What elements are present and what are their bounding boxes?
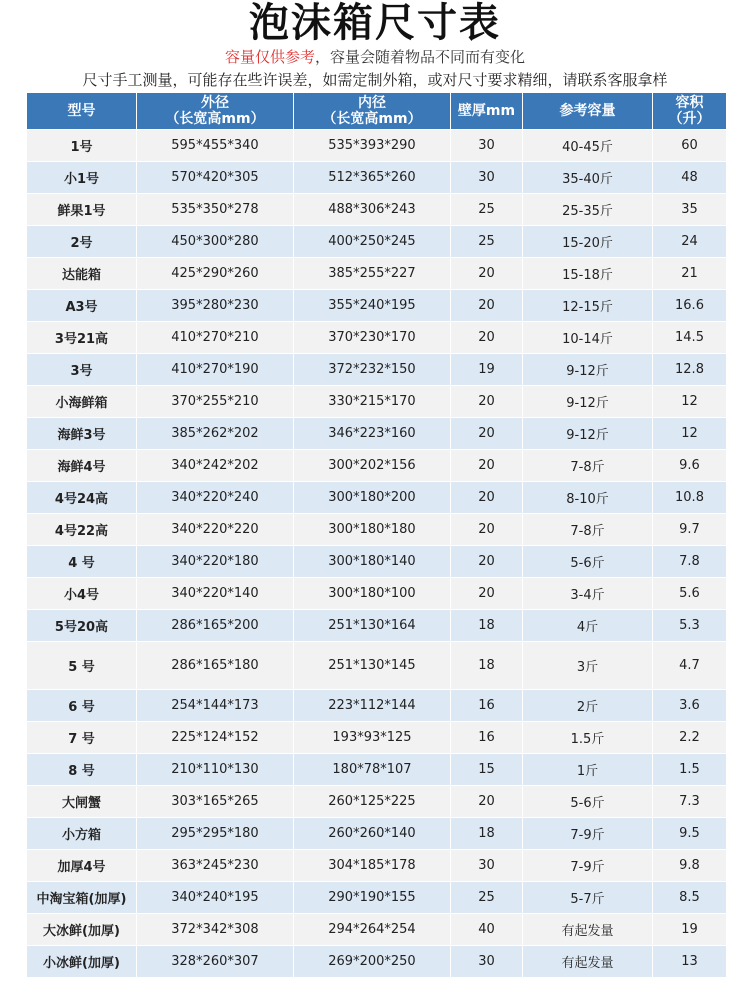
cell-reference-capacity: 7-9斤 [523, 850, 653, 882]
table-row [27, 642, 727, 690]
cell-reference-capacity: 3-4斤 [523, 578, 653, 610]
table-row [27, 946, 727, 978]
cell-wall-thickness: 25 [451, 226, 523, 258]
cell-model: 4号22高 [27, 514, 137, 546]
cell-reference-capacity: 15-18斤 [523, 258, 653, 290]
cell-reference-capacity: 1.5斤 [523, 722, 653, 754]
cell-reference-capacity: 4斤 [523, 610, 653, 642]
cell-outer-size: 395*280*230 [137, 290, 294, 322]
cell-reference-capacity: 5-6斤 [523, 546, 653, 578]
cell-reference-capacity: 7-9斤 [523, 818, 653, 850]
cell-inner-size: 372*232*150 [294, 354, 451, 386]
cell-wall-thickness: 20 [451, 482, 523, 514]
cell-model: 6 号 [27, 690, 137, 722]
table-row [27, 194, 727, 226]
header-outer-label: 外径 [201, 95, 229, 111]
cell-model: 4 号 [27, 546, 137, 578]
cell-volume: 9.8 [653, 850, 727, 882]
cell-volume: 9.5 [653, 818, 727, 850]
cell-outer-size: 570*420*305 [137, 162, 294, 194]
cell-model: A3号 [27, 290, 137, 322]
cell-model: 8 号 [27, 754, 137, 786]
header-model: 型号 [27, 93, 137, 130]
cell-wall-thickness: 20 [451, 290, 523, 322]
cell-model: 达能箱 [27, 258, 137, 290]
header-inner-unit: （长宽高mm） [322, 111, 422, 127]
cell-reference-capacity: 25-35斤 [523, 194, 653, 226]
table-row [27, 914, 727, 946]
header-volume-label: 容积 [675, 95, 704, 111]
cell-inner-size: 251*130*164 [294, 610, 451, 642]
table-row [27, 786, 727, 818]
cell-volume: 35 [653, 194, 727, 226]
table-body [27, 130, 727, 978]
cell-wall-thickness: 20 [451, 418, 523, 450]
cell-outer-size: 372*342*308 [137, 914, 294, 946]
cell-model: 小1号 [27, 162, 137, 194]
cell-wall-thickness: 20 [451, 546, 523, 578]
table-row [27, 386, 727, 418]
table-row [27, 546, 727, 578]
cell-inner-size: 346*223*160 [294, 418, 451, 450]
table-row [27, 578, 727, 610]
cell-volume: 12.8 [653, 354, 727, 386]
cell-reference-capacity: 7-8斤 [523, 450, 653, 482]
cell-model: 小方箱 [27, 818, 137, 850]
cell-inner-size: 355*240*195 [294, 290, 451, 322]
cell-inner-size: 300*202*156 [294, 450, 451, 482]
cell-outer-size: 340*242*202 [137, 450, 294, 482]
cell-inner-size: 400*250*245 [294, 226, 451, 258]
cell-volume: 16.6 [653, 290, 727, 322]
table-row [27, 354, 727, 386]
table-row [27, 514, 727, 546]
cell-outer-size: 410*270*190 [137, 354, 294, 386]
cell-reference-capacity: 10-14斤 [523, 322, 653, 354]
cell-reference-capacity: 9-12斤 [523, 386, 653, 418]
cell-volume: 24 [653, 226, 727, 258]
cell-volume: 14.5 [653, 322, 727, 354]
cell-volume: 19 [653, 914, 727, 946]
cell-wall-thickness: 19 [451, 354, 523, 386]
cell-inner-size: 260*260*140 [294, 818, 451, 850]
cell-wall-thickness: 16 [451, 690, 523, 722]
cell-reference-capacity: 40-45斤 [523, 130, 653, 162]
table-row [27, 818, 727, 850]
cell-inner-size: 260*125*225 [294, 786, 451, 818]
cell-wall-thickness: 20 [451, 578, 523, 610]
cell-outer-size: 425*290*260 [137, 258, 294, 290]
cell-reference-capacity: 15-20斤 [523, 226, 653, 258]
cell-reference-capacity: 7-8斤 [523, 514, 653, 546]
cell-wall-thickness: 30 [451, 850, 523, 882]
cell-volume: 60 [653, 130, 727, 162]
cell-outer-size: 328*260*307 [137, 946, 294, 978]
cell-volume: 5.6 [653, 578, 727, 610]
cell-reference-capacity: 12-15斤 [523, 290, 653, 322]
cell-inner-size: 223*112*144 [294, 690, 451, 722]
cell-outer-size: 254*144*173 [137, 690, 294, 722]
cell-wall-thickness: 20 [451, 450, 523, 482]
cell-volume: 7.3 [653, 786, 727, 818]
cell-outer-size: 363*245*230 [137, 850, 294, 882]
table-header-row [27, 93, 727, 130]
cell-reference-capacity: 5-7斤 [523, 882, 653, 914]
cell-wall-thickness: 20 [451, 514, 523, 546]
cell-model: 5 号 [27, 642, 137, 690]
cell-inner-size: 193*93*125 [294, 722, 451, 754]
cell-volume: 1.5 [653, 754, 727, 786]
header-outer-size [137, 93, 294, 130]
table-row [27, 482, 727, 514]
cell-volume: 13 [653, 946, 727, 978]
cell-model: 小冰鲜(加厚) [27, 946, 137, 978]
cell-volume: 4.7 [653, 642, 727, 690]
cell-inner-size: 300*180*140 [294, 546, 451, 578]
cell-inner-size: 300*180*100 [294, 578, 451, 610]
cell-volume: 21 [653, 258, 727, 290]
cell-wall-thickness: 16 [451, 722, 523, 754]
cell-volume: 2.2 [653, 722, 727, 754]
cell-outer-size: 385*262*202 [137, 418, 294, 450]
cell-volume: 9.6 [653, 450, 727, 482]
cell-reference-capacity: 35-40斤 [523, 162, 653, 194]
cell-inner-size: 290*190*155 [294, 882, 451, 914]
cell-inner-size: 300*180*180 [294, 514, 451, 546]
cell-inner-size: 385*255*227 [294, 258, 451, 290]
cell-model: 大冰鲜(加厚) [27, 914, 137, 946]
cell-volume: 12 [653, 386, 727, 418]
cell-wall-thickness: 15 [451, 754, 523, 786]
cell-model: 大闸蟹 [27, 786, 137, 818]
header-wall-thickness: 壁厚mm [451, 93, 523, 130]
table-row [27, 418, 727, 450]
cell-wall-thickness: 30 [451, 162, 523, 194]
cell-outer-size: 535*350*278 [137, 194, 294, 226]
cell-wall-thickness: 20 [451, 786, 523, 818]
cell-reference-capacity: 9-12斤 [523, 418, 653, 450]
cell-reference-capacity: 有起发量 [523, 946, 653, 978]
capacity-note [0, 46, 750, 68]
table-row [27, 610, 727, 642]
cell-inner-size: 294*264*254 [294, 914, 451, 946]
cell-outer-size: 595*455*340 [137, 130, 294, 162]
cell-inner-size: 180*78*107 [294, 754, 451, 786]
cell-outer-size: 340*220*180 [137, 546, 294, 578]
cell-outer-size: 295*295*180 [137, 818, 294, 850]
cell-outer-size: 410*270*210 [137, 322, 294, 354]
cell-wall-thickness: 20 [451, 322, 523, 354]
cell-model: 小4号 [27, 578, 137, 610]
cell-wall-thickness: 20 [451, 386, 523, 418]
cell-volume: 10.8 [653, 482, 727, 514]
table-row [27, 850, 727, 882]
cell-model: 小海鲜箱 [27, 386, 137, 418]
table-row [27, 130, 727, 162]
cell-reference-capacity: 5-6斤 [523, 786, 653, 818]
cell-reference-capacity: 1斤 [523, 754, 653, 786]
cell-outer-size: 340*240*195 [137, 882, 294, 914]
cell-volume: 48 [653, 162, 727, 194]
cell-volume: 12 [653, 418, 727, 450]
table-row [27, 290, 727, 322]
table-row [27, 450, 727, 482]
cell-outer-size: 340*220*240 [137, 482, 294, 514]
cell-wall-thickness: 40 [451, 914, 523, 946]
size-table [26, 92, 727, 978]
cell-outer-size: 286*165*200 [137, 610, 294, 642]
cell-volume: 7.8 [653, 546, 727, 578]
header-outer-unit: （长宽高mm） [165, 111, 265, 127]
cell-model: 5号20高 [27, 610, 137, 642]
cell-model: 7 号 [27, 722, 137, 754]
cell-model: 3号21高 [27, 322, 137, 354]
table-row [27, 226, 727, 258]
cell-volume: 9.7 [653, 514, 727, 546]
cell-outer-size: 225*124*152 [137, 722, 294, 754]
cell-reference-capacity: 9-12斤 [523, 354, 653, 386]
cell-wall-thickness: 25 [451, 194, 523, 226]
header-inner-label: 内径 [358, 95, 386, 111]
cell-wall-thickness: 18 [451, 818, 523, 850]
cell-model: 海鲜3号 [27, 418, 137, 450]
header-volume [653, 93, 727, 130]
cell-model: 海鲜4号 [27, 450, 137, 482]
cell-inner-size: 269*200*250 [294, 946, 451, 978]
cell-outer-size: 340*220*140 [137, 578, 294, 610]
header-reference-capacity: 参考容量 [523, 93, 653, 130]
cell-model: 中淘宝箱(加厚) [27, 882, 137, 914]
cell-wall-thickness: 18 [451, 642, 523, 690]
cell-inner-size: 370*230*170 [294, 322, 451, 354]
cell-outer-size: 303*165*265 [137, 786, 294, 818]
cell-volume: 5.3 [653, 610, 727, 642]
cell-wall-thickness: 25 [451, 882, 523, 914]
cell-reference-capacity: 8-10斤 [523, 482, 653, 514]
cell-reference-capacity: 2斤 [523, 690, 653, 722]
capacity-note-warning: 容量仅供参考 [224, 48, 315, 66]
cell-wall-thickness: 30 [451, 946, 523, 978]
table-row [27, 690, 727, 722]
cell-model: 1号 [27, 130, 137, 162]
cell-model: 2号 [27, 226, 137, 258]
cell-inner-size: 512*365*260 [294, 162, 451, 194]
header-inner-size [294, 93, 451, 130]
cell-wall-thickness: 18 [451, 610, 523, 642]
cell-inner-size: 488*306*243 [294, 194, 451, 226]
cell-outer-size: 340*220*220 [137, 514, 294, 546]
table-row [27, 754, 727, 786]
capacity-note-text: ，容量会随着物品不同而有变化 [315, 48, 526, 66]
cell-model: 鲜果1号 [27, 194, 137, 226]
cell-inner-size: 251*130*145 [294, 642, 451, 690]
page-title: 泡沫箱尺寸表 [249, 0, 501, 46]
cell-model: 3号 [27, 354, 137, 386]
cell-volume: 3.6 [653, 690, 727, 722]
cell-inner-size: 300*180*200 [294, 482, 451, 514]
cell-model: 加厚4号 [27, 850, 137, 882]
cell-model: 4号24高 [27, 482, 137, 514]
cell-reference-capacity: 有起发量 [523, 914, 653, 946]
table-row [27, 322, 727, 354]
table-row [27, 258, 727, 290]
table-row [27, 882, 727, 914]
cell-outer-size: 286*165*180 [137, 642, 294, 690]
header-volume-unit: （升） [668, 111, 711, 127]
cell-reference-capacity: 3斤 [523, 642, 653, 690]
table-row [27, 722, 727, 754]
cell-volume: 8.5 [653, 882, 727, 914]
cell-wall-thickness: 20 [451, 258, 523, 290]
cell-outer-size: 450*300*280 [137, 226, 294, 258]
cell-outer-size: 370*255*210 [137, 386, 294, 418]
cell-outer-size: 210*110*130 [137, 754, 294, 786]
table-row [27, 162, 727, 194]
measurement-note: 尺寸手工测量，可能存在些许误差，如需定制外箱，或对尺寸要求精细，请联系客服拿样 [82, 71, 668, 89]
cell-inner-size: 535*393*290 [294, 130, 451, 162]
cell-inner-size: 330*215*170 [294, 386, 451, 418]
cell-inner-size: 304*185*178 [294, 850, 451, 882]
cell-wall-thickness: 30 [451, 130, 523, 162]
